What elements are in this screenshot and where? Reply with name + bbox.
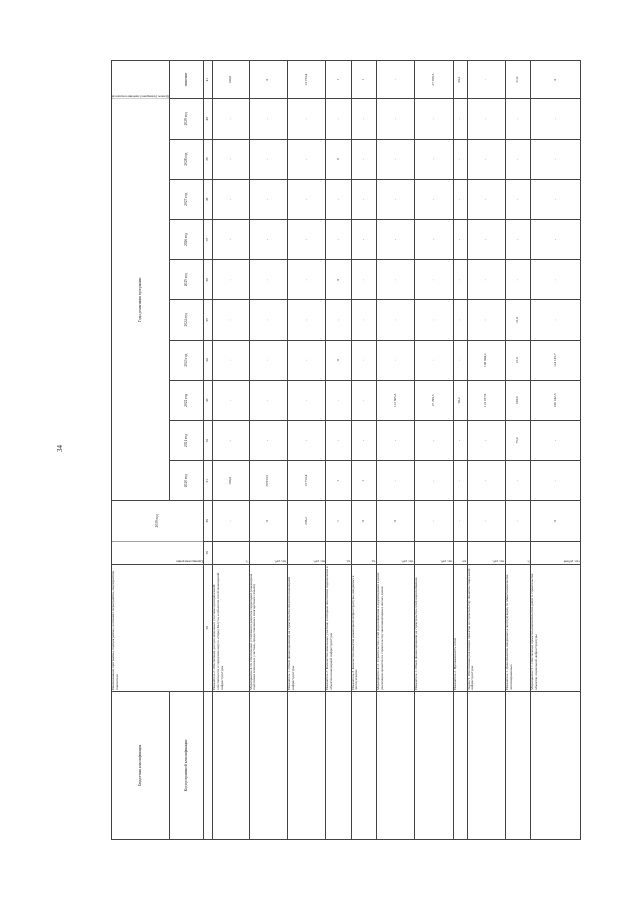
classification-codes-cell	[506, 691, 531, 839]
unit-header: Единица измерения	[112, 541, 204, 564]
row-year-value: -	[531, 420, 581, 460]
row-final-value: 1	[351, 61, 376, 99]
row-year-value: -	[531, 300, 581, 340]
row-name: Показатель 2. Количество земельных участков, к которым обеспечено подключение к объектам инженерной инфраструктуры	[326, 564, 351, 691]
year-header: 2025 год	[170, 260, 204, 300]
row-base-value: -	[213, 501, 249, 541]
row-year-value: -	[415, 139, 453, 179]
row-year-value: -	[467, 461, 505, 501]
row-base-value: 1	[326, 501, 351, 541]
row-year-value: 75,0	[506, 420, 531, 460]
row-year-value: -	[506, 179, 531, 219]
row-year-value: -	[213, 99, 249, 139]
row-final-value: -	[376, 61, 414, 99]
column-index: 32	[204, 420, 213, 460]
row-name: Мероприятие 4.11. Строительство сетей водоснабжения и водоотведения в целях реализации проектов по строительству многоквартирных жилых домов	[376, 564, 414, 691]
row-base-value: -	[467, 501, 505, 541]
row-year-value: 21,0	[506, 340, 531, 380]
row-final-value: 27 299,5	[415, 61, 453, 99]
row-year-value: -	[531, 461, 581, 501]
row-year-value: -	[415, 179, 453, 219]
row-unit: %	[213, 541, 249, 564]
budget-classification-header: Бюджетная классификация	[112, 691, 170, 839]
row-year-value: -	[453, 139, 467, 179]
column-index: 31	[204, 461, 213, 501]
row-final-value: 21,0	[506, 61, 531, 99]
row-unit: км	[453, 541, 467, 564]
row-year-value: 1	[326, 461, 351, 501]
row-year-value: 0	[326, 139, 351, 179]
row-year-value: -	[506, 219, 531, 259]
classification-codes-cell	[249, 691, 287, 839]
final-sub-header: значение	[170, 61, 204, 99]
column-index: 36	[204, 260, 213, 300]
row-year-value: -	[376, 99, 414, 139]
row-unit: тыс. руб.	[288, 541, 326, 564]
row-year-value: -	[249, 340, 287, 380]
row-year-value: -	[213, 139, 249, 179]
row-year-value: -	[288, 179, 326, 219]
row-year-value: 0	[326, 340, 351, 380]
header-subrow	[170, 61, 204, 840]
row-year-value: 108 044,2	[467, 340, 505, 380]
row-year-value: -	[376, 219, 414, 259]
row-year-value: -	[453, 260, 467, 300]
row-base-value: 0	[249, 501, 287, 541]
row-year-value: -	[376, 139, 414, 179]
column-index: 37	[204, 219, 213, 259]
page-number: 34	[56, 445, 64, 452]
row-year-value: -	[288, 340, 326, 380]
row-year-value: -	[506, 461, 531, 501]
row-year-value: 0	[326, 260, 351, 300]
row-year-value: 28 953,5	[249, 461, 287, 501]
row-year-value: -	[213, 300, 249, 340]
row-name: Задача 5. Обеспечение реализации проектов по строительству объектов социальной инфраструктуры	[467, 564, 505, 691]
row-year-value: -	[213, 179, 249, 219]
row-year-value: -	[249, 300, 287, 340]
year-header: 2028 год	[170, 139, 204, 179]
row-year-value: -	[506, 139, 531, 179]
row-year-value: 27 299,5	[415, 380, 453, 420]
row-year-value: -	[467, 139, 505, 179]
name-header: Наименование программы, подпрограммы, основного мероприятия, мероприятия, показателя	[112, 564, 204, 691]
row-name: Мероприятие 5.1. Обеспечение проектно-изыскательских работ и строительства объектов социальной инфраструктуры	[531, 564, 581, 691]
row-year-value: -	[249, 99, 287, 139]
row-year-value: -	[453, 420, 467, 460]
row-year-value: -	[288, 139, 326, 179]
row-year-value: -	[249, 179, 287, 219]
row-year-value: -	[453, 461, 467, 501]
classification-codes-cell	[376, 691, 414, 839]
row-year-value: -	[376, 420, 414, 460]
row-year-value: -	[351, 380, 376, 420]
row-year-value: -	[288, 99, 326, 139]
row-year-value: -	[351, 300, 376, 340]
row-year-value: 100,0	[213, 461, 249, 501]
column-index: 33	[204, 380, 213, 420]
row-year-value: -	[415, 340, 453, 380]
row-year-value: 114 145,7	[531, 340, 581, 380]
row-year-value: 100,0	[506, 380, 531, 420]
row-year-value: -	[288, 300, 326, 340]
column-index: 30	[204, 501, 213, 541]
row-year-value: -	[351, 420, 376, 460]
table-row	[326, 61, 351, 840]
row-year-value: -	[453, 99, 467, 139]
row-unit: тыс. рублей	[531, 541, 581, 564]
row-year-value: -	[326, 99, 351, 139]
classification-codes-cell	[453, 691, 467, 839]
row-final-value: 50,2	[453, 61, 467, 99]
row-year-value: -	[453, 300, 467, 340]
row-year-value: -	[467, 260, 505, 300]
row-unit: тыс. руб.	[249, 541, 287, 564]
column-index: 39	[204, 139, 213, 179]
row-unit: ед.	[326, 541, 351, 564]
header-row	[112, 61, 170, 840]
row-base-value: 238,2	[288, 501, 326, 541]
row-year-value: -	[453, 340, 467, 380]
row-year-value: 13 753,4	[288, 461, 326, 501]
year-header: 2026 год	[170, 219, 204, 259]
row-year-value: -	[213, 260, 249, 300]
row-base-value: 0	[376, 501, 414, 541]
row-name: Мероприятие 4.10. Обеспечение устойчивого развития территорий (инженерная подготовка земельных участков, предоставленных многодетным семьям)	[249, 564, 287, 691]
base-year-header: 2019 год	[112, 501, 204, 541]
row-final-value: 13 753,4	[288, 61, 326, 99]
row-base-value: 0	[351, 501, 376, 541]
row-year-value: -	[249, 219, 287, 259]
row-year-value: -	[351, 99, 376, 139]
column-index: 40	[204, 99, 213, 139]
program-classification-header: Код программной классификации	[170, 691, 204, 839]
column-index: 28	[204, 564, 213, 691]
row-name: Показатель 2. Обеспечение доступа земельных участков муниципальной собственности в городском округе «Город Калуга» к объектам сетей инженерной инфраструктуры	[213, 564, 249, 691]
table-row	[467, 61, 505, 840]
row-year-value: -	[467, 420, 505, 460]
row-year-value: 50,2	[453, 380, 467, 420]
row-year-value: -	[213, 420, 249, 460]
row-year-value: 21,0	[506, 300, 531, 340]
classification-codes-cell	[213, 691, 249, 839]
row-year-value: -	[351, 139, 376, 179]
row-year-value: -	[351, 260, 376, 300]
row-year-value: -	[415, 260, 453, 300]
column-index: 35	[204, 300, 213, 340]
row-year-value: -	[326, 179, 351, 219]
row-year-value: -	[467, 99, 505, 139]
table-row	[415, 61, 453, 840]
row-year-value: -	[249, 380, 287, 420]
row-year-value: -	[376, 340, 414, 380]
row-year-value: -	[415, 99, 453, 139]
row-year-value: -	[249, 260, 287, 300]
column-index: 41	[204, 61, 213, 99]
year-header: 2022 год	[170, 380, 204, 420]
row-year-value: -	[453, 179, 467, 219]
row-year-value: -	[288, 380, 326, 420]
final-value-header: Целевое (суммарное) значение показателя	[112, 61, 170, 99]
row-year-value: 106 242,5	[531, 380, 581, 420]
row-year-value: -	[415, 420, 453, 460]
row-year-value: -	[326, 420, 351, 460]
row-year-value: -	[531, 260, 581, 300]
row-year-value: -	[213, 340, 249, 380]
row-name: Показатель 2. Протяженность сетей	[453, 564, 467, 691]
row-year-value: -	[288, 420, 326, 460]
index-cell-blank	[204, 691, 213, 839]
row-year-value: -	[288, 260, 326, 300]
row-year-value: -	[531, 179, 581, 219]
row-year-value: -	[415, 461, 453, 501]
row-year-value: -	[351, 179, 376, 219]
period-header: Годы реализации программы	[112, 99, 170, 501]
classification-codes-cell	[351, 691, 376, 839]
classification-codes-cell	[531, 691, 581, 839]
row-unit: тыс. руб.	[467, 541, 505, 564]
row-year-value: -	[376, 260, 414, 300]
row-base-value: 0	[531, 501, 581, 541]
row-year-value: -	[467, 179, 505, 219]
row-year-value: -	[326, 219, 351, 259]
row-year-value: -	[376, 179, 414, 219]
row-base-value: -	[506, 501, 531, 541]
row-year-value: -	[415, 219, 453, 259]
row-year-value: -	[213, 380, 249, 420]
classification-codes-cell	[415, 691, 453, 839]
table-row	[351, 61, 376, 840]
row-year-value: -	[326, 380, 351, 420]
row-final-value: 0	[531, 61, 581, 99]
row-name: Показатель 3. Количество объектов инженерной инфраструктуры, введенных в эксплуатацию	[351, 564, 376, 691]
table-row	[376, 61, 414, 840]
row-year-value: -	[506, 99, 531, 139]
column-index: 38	[204, 179, 213, 219]
row-year-value: -	[376, 461, 414, 501]
row-base-value: -	[453, 501, 467, 541]
row-year-value: -	[288, 219, 326, 259]
row-unit: тыс. руб.	[376, 541, 414, 564]
row-name: Показатель 1. Объем финансирования на строительство сетей водоснабжения	[415, 564, 453, 691]
row-year-value: -	[213, 219, 249, 259]
row-year-value: -	[249, 420, 287, 460]
row-year-value: -	[351, 219, 376, 259]
year-header: 2023 год	[170, 340, 204, 380]
column-index: 34	[204, 340, 213, 380]
table-row	[213, 61, 249, 840]
indicators-table	[111, 60, 581, 840]
table-row	[249, 61, 287, 840]
year-header: 2024 год	[170, 300, 204, 340]
row-year-value: -	[249, 139, 287, 179]
row-year-value: -	[376, 300, 414, 340]
row-unit: %	[506, 541, 531, 564]
row-year-value: -	[351, 340, 376, 380]
table-row	[506, 61, 531, 840]
year-header: 2021 год	[170, 420, 204, 460]
row-year-value: -	[531, 219, 581, 259]
row-year-value: -	[415, 300, 453, 340]
row-year-value: -	[467, 219, 505, 259]
classification-codes-cell	[467, 691, 505, 839]
row-base-value: -	[415, 501, 453, 541]
classification-codes-cell	[326, 691, 351, 839]
row-final-value: 0	[249, 61, 287, 99]
row-final-value: 100,0	[213, 61, 249, 99]
row-year-value: -	[326, 300, 351, 340]
year-header: 2029 год	[170, 99, 204, 139]
row-year-value: 112 565,3	[376, 380, 414, 420]
column-index-row	[204, 61, 213, 840]
table-row	[288, 61, 326, 840]
row-final-value: -	[467, 61, 505, 99]
row-unit: тыс. руб.	[415, 541, 453, 564]
row-unit: ед.	[351, 541, 376, 564]
column-index: 29	[204, 541, 213, 564]
program-indicators-table	[111, 60, 581, 840]
table-row	[531, 61, 581, 840]
row-year-value: 1	[351, 461, 376, 501]
row-year-value: 114 167,9	[467, 380, 505, 420]
row-final-value: 1	[326, 61, 351, 99]
table-row	[453, 61, 467, 840]
row-name: Показатель 1. Доля объектов, введенных в эксплуатацию, от общего количества запланированных	[506, 564, 531, 691]
row-year-value: -	[531, 139, 581, 179]
row-year-value: -	[453, 219, 467, 259]
row-name: Показатель 1. Объем финансирования на строительство объектов инженерной инфраструктуры	[288, 564, 326, 691]
row-year-value: -	[506, 260, 531, 300]
row-year-value: -	[467, 300, 505, 340]
year-header: 2027 год	[170, 179, 204, 219]
classification-codes-cell	[288, 691, 326, 839]
row-year-value: -	[531, 99, 581, 139]
year-header: 2020 год	[170, 461, 204, 501]
